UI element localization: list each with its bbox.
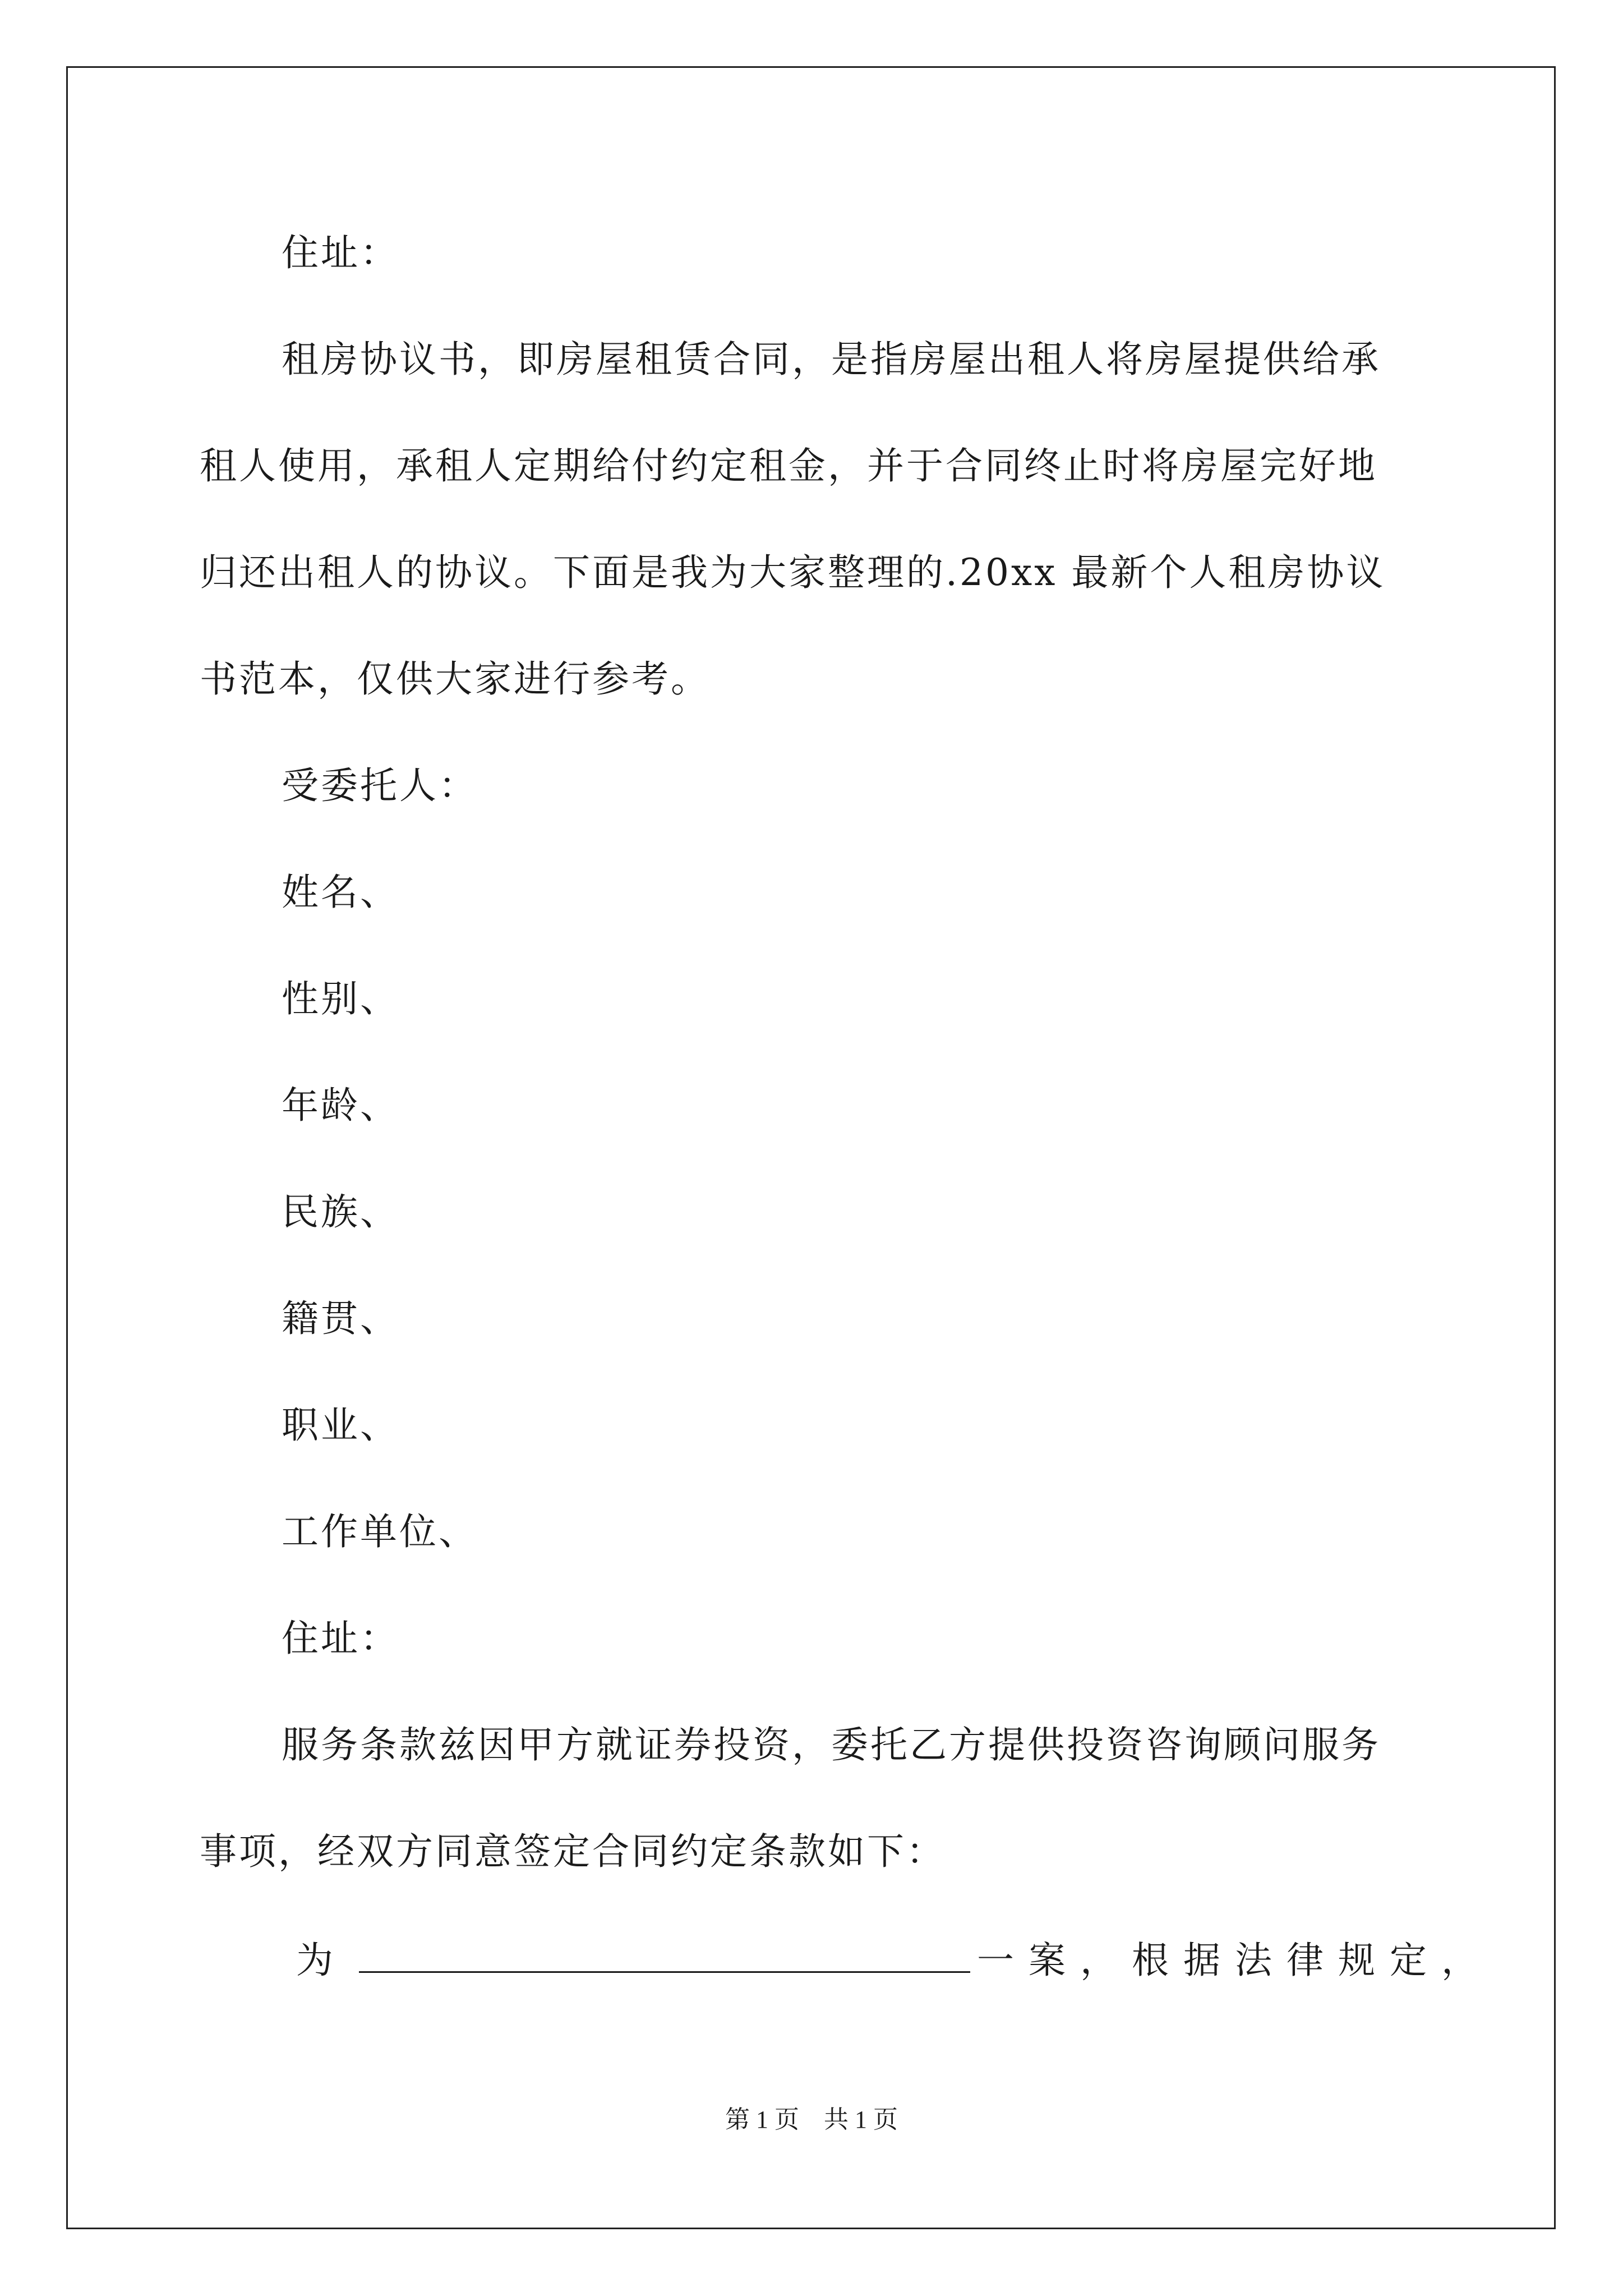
field-name: 姓名、 (282, 871, 399, 914)
paragraph-address-1: 住址： (282, 231, 399, 274)
paragraph-case-line (296, 1939, 1493, 1982)
page-border (66, 66, 1556, 2229)
field-native-place: 籍贯、 (282, 1297, 399, 1340)
paragraph-intro-line-1: 租房协议书，即房屋租赁合同，是指房屋出租人将房屋提供给承 (282, 338, 1381, 381)
paragraph-service-line-2: 事项，经双方同意签定合同约定条款如下： (200, 1830, 946, 1873)
paragraph-address-2: 住址： (282, 1617, 399, 1660)
case-prefix: 为 (296, 1939, 348, 1982)
paragraph-intro-line-4: 书范本，仅供大家进行参考。 (200, 657, 710, 701)
paragraph-intro-line-3: 归还出租人的协议。下面是我为大家整理的.20xx 最新个人租房协议 (200, 551, 1386, 594)
case-blank-underline[interactable] (359, 1940, 970, 1973)
field-age: 年龄、 (282, 1084, 399, 1127)
field-gender: 性别、 (282, 977, 399, 1020)
case-suffix: 一案，根据法律规定， (977, 1939, 1493, 1982)
paragraph-intro-line-2: 租人使用，承租人定期给付约定租金，并于合同终止时将房屋完好地 (200, 444, 1377, 487)
field-occupation: 职业、 (282, 1404, 399, 1447)
field-employer: 工作单位、 (282, 1510, 478, 1553)
page-footer: 第 1 页 共 1 页 (725, 2106, 898, 2133)
field-ethnicity: 民族、 (282, 1190, 399, 1234)
paragraph-trustee: 受委托人： (282, 764, 478, 807)
paragraph-service-line-1: 服务条款兹因甲方就证券投资，委托乙方提供投资咨询顾问服务 (282, 1723, 1381, 1766)
